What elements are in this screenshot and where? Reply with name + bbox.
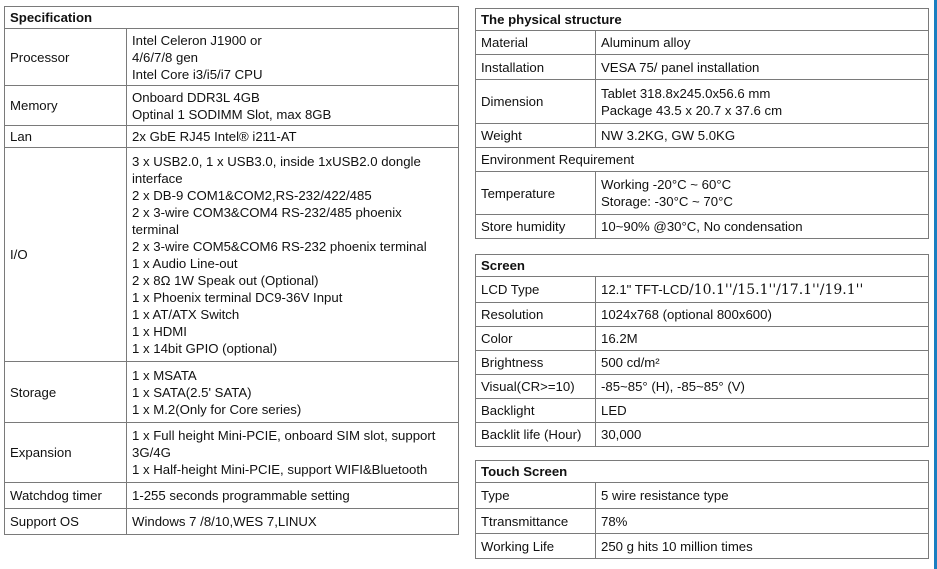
value-line: 250 g hits 10 million times [601, 538, 753, 554]
value-line: 1024x768 (optional 800x600) [601, 307, 772, 322]
row-label: I/O [5, 148, 127, 362]
value-line: 3G/4G [132, 445, 171, 460]
value-line: 2 x 8Ω 1W Speak out (Optional) [132, 272, 319, 288]
lcd-value-sizes: /10.1''/15.1''/17.1''/19.1'' [689, 281, 864, 298]
row-value [596, 31, 929, 55]
row-value [596, 534, 929, 559]
row-label: LCD Type [476, 277, 596, 303]
row-label: Weight [476, 124, 596, 148]
value-line: 500 cd/m² [601, 355, 660, 370]
value-line: Optinal 1 SODIMM Slot, max 8GB [132, 106, 332, 122]
row-label: Store humidity [476, 215, 596, 239]
row-label: Material [476, 31, 596, 55]
table-row [5, 126, 459, 148]
value-line: terminal [132, 221, 179, 237]
value-line: Aluminum alloy [601, 35, 691, 50]
value-line: 1 x M.2(Only for Core series) [132, 401, 302, 417]
row-value [596, 277, 929, 303]
value-line: 1 x HDMI [132, 323, 187, 339]
value-line: 30,000 [601, 427, 642, 442]
specification-title: Specification [5, 7, 459, 29]
screen-title: Screen [476, 255, 929, 277]
row-label: Resolution [476, 303, 596, 327]
row-label: Backlit life (Hour) [476, 423, 596, 447]
row-value [596, 483, 929, 509]
lcd-value-main: 12.1" TFT-LCD [601, 281, 689, 297]
value-line: Package 43.5 x 20.7 x 37.6 cm [601, 102, 783, 118]
table-row [476, 327, 929, 351]
row-value [596, 172, 929, 215]
value-line: 1 x SATA(2.5' SATA) [132, 384, 252, 400]
value-line: Onboard DDR3L 4GB [132, 89, 260, 105]
specification-table [4, 6, 459, 535]
value-line: 1 x Phoenix terminal DC9-36V Input [132, 289, 343, 305]
table-row [476, 423, 929, 447]
table-row [5, 423, 459, 483]
value-line: 1 x AT/ATX Switch [132, 306, 240, 322]
value-line: 1 x Audio Line-out [132, 255, 238, 271]
value-line: 5 wire resistance type [601, 488, 729, 503]
row-value [596, 399, 929, 423]
value-line: VESA 75/ panel installation [601, 59, 760, 75]
table-row [476, 351, 929, 375]
row-label: Dimension [476, 80, 596, 124]
value-line: LED [601, 403, 627, 418]
value-line: -85~85° (H), -85~85° (V) [601, 379, 745, 394]
table-row [476, 55, 929, 80]
row-label: Watchdog timer [5, 483, 127, 509]
value-line: 10~90% @30°C, No condensation [601, 219, 803, 234]
value-line: 78% [601, 513, 628, 529]
row-value [127, 29, 459, 86]
row-value [596, 351, 929, 375]
table-row [476, 534, 929, 559]
table-row [476, 375, 929, 399]
row-value [596, 80, 929, 124]
value-line: 2 x DB-9 COM1&COM2,RS-232/422/485 [132, 187, 372, 203]
row-label: Brightness [476, 351, 596, 375]
table-row [476, 483, 929, 509]
value-line: 3 x USB2.0, 1 x USB3.0, inside 1xUSB2.0 dongle [132, 153, 421, 169]
value-line: Intel Core i3/i5/i7 CPU [132, 66, 263, 82]
value-line: NW 3.2KG, GW 5.0KG [601, 128, 736, 143]
table-row [476, 399, 929, 423]
row-label: Backlight [476, 399, 596, 423]
row-value [596, 215, 929, 239]
row-value [596, 124, 929, 148]
value-line: 1-255 seconds programmable setting [132, 488, 350, 503]
value-line: Working -20°C ~ 60°C [601, 177, 732, 192]
table-row [476, 303, 929, 327]
table-row [5, 483, 459, 509]
row-value [127, 483, 459, 509]
table-row [476, 80, 929, 124]
row-value [596, 509, 929, 534]
row-label: Memory [5, 86, 127, 126]
row-label: Support OS [5, 509, 127, 535]
value-line: Storage: -30°C ~ 70°C [601, 194, 733, 209]
physical-title: The physical structure [476, 9, 929, 31]
table-row [476, 124, 929, 148]
table-row [476, 172, 929, 215]
environment-title: Environment Requirement [476, 148, 929, 172]
table-row [476, 277, 929, 303]
table-row [5, 362, 459, 423]
value-line: 16.2M [601, 331, 638, 346]
row-value [127, 362, 459, 423]
row-label: Temperature [476, 172, 596, 215]
row-label: Visual(CR>=10) [476, 375, 596, 399]
value-line: 4/6/7/8 gen [132, 49, 198, 65]
row-value [596, 303, 929, 327]
screen-table [475, 254, 929, 447]
row-label: Expansion [5, 423, 127, 483]
row-value [127, 423, 459, 483]
row-value [127, 86, 459, 126]
row-label: Lan [5, 126, 127, 148]
value-line: 1 x Full height Mini-PCIE, onboard SIM slot, support [132, 428, 436, 443]
row-label: Type [476, 483, 596, 509]
value-line: Tablet 318.8x245.0x56.6 mm [601, 85, 771, 101]
value-line: 1 x MSATA [132, 367, 197, 383]
table-row [5, 29, 459, 86]
value-line: 2 x 3-wire COM3&COM4 RS-232/485 phoenix [132, 204, 402, 220]
row-value [596, 55, 929, 80]
value-line: Windows 7 /8/10,WES 7,LINUX [132, 514, 317, 529]
row-value [596, 375, 929, 399]
row-value [127, 509, 459, 535]
row-value [127, 148, 459, 362]
table-row [476, 215, 929, 239]
table-row [5, 509, 459, 535]
row-value [127, 126, 459, 148]
row-label: Installation [476, 55, 596, 80]
touch-screen-table [475, 460, 929, 559]
table-row [5, 86, 459, 126]
row-label: Storage [5, 362, 127, 423]
row-label: Color [476, 327, 596, 351]
row-value [596, 327, 929, 351]
row-label: Processor [5, 29, 127, 86]
value-line: Intel Celeron J1900 or [132, 32, 262, 48]
touch-screen-title: Touch Screen [476, 461, 929, 483]
value-line: 2 x 3-wire COM5&COM6 RS-232 phoenix terminal [132, 238, 427, 254]
value-line: interface [132, 170, 183, 186]
value-line: 1 x Half-height Mini-PCIE, support WIFI&Bluetooth [132, 462, 428, 477]
table-row [476, 31, 929, 55]
table-row [5, 148, 459, 362]
row-value [596, 423, 929, 447]
physical-structure-table [475, 8, 929, 239]
table-row [476, 509, 929, 534]
row-label: Ttransmittance [476, 509, 596, 534]
value-line: 1 x 14bit GPIO (optional) [132, 340, 278, 356]
row-label: Working Life [476, 534, 596, 559]
value-line: 2x GbE RJ45 Intel® i211-AT [132, 129, 297, 144]
